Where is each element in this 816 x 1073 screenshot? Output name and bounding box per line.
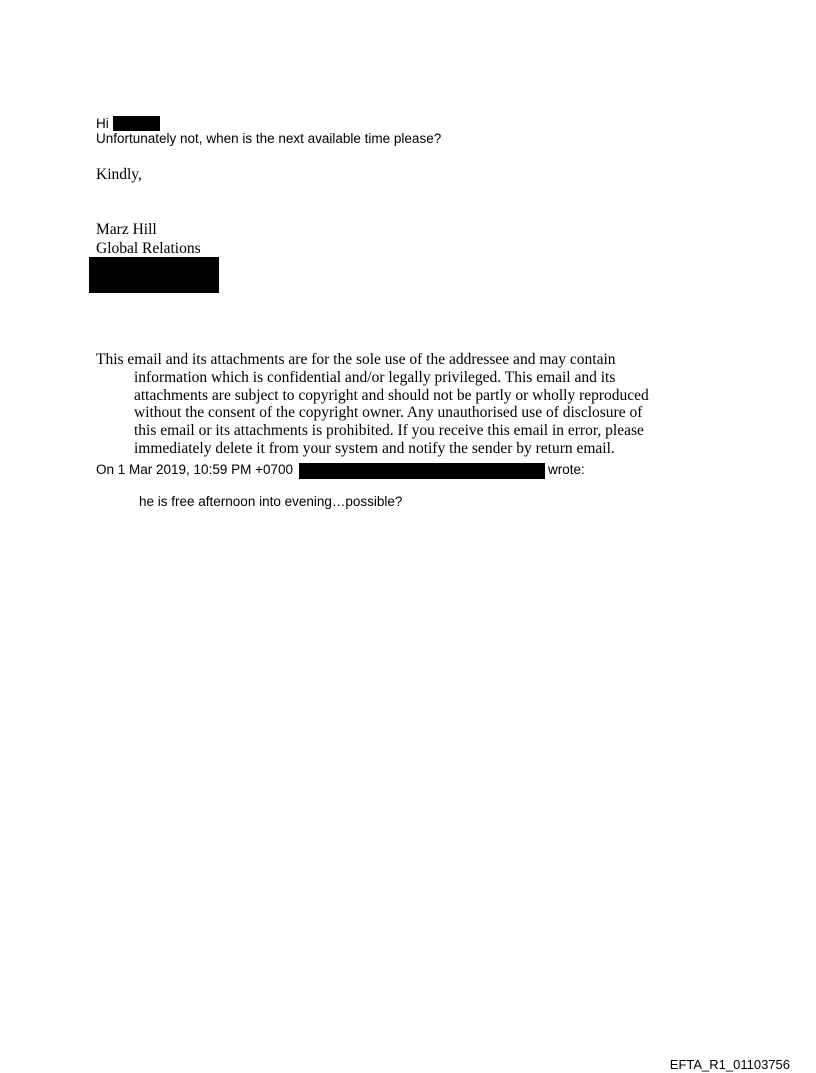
redaction-sender-email bbox=[299, 463, 545, 479]
redaction-signature-contact bbox=[89, 257, 219, 293]
document-id: EFTA_R1_01103756 bbox=[669, 1057, 790, 1072]
disclaimer-line: without the consent of the copyright owner. Any unauthorised use of disclosure of bbox=[134, 404, 643, 422]
quote-header-suffix: wrote: bbox=[548, 462, 585, 477]
redaction-recipient-name bbox=[113, 116, 160, 131]
quote-header-prefix: On 1 Mar 2019, 10:59 PM +0700 bbox=[96, 462, 294, 477]
disclaimer-line: this email or its attachments is prohibited. If you receive this email in error, please bbox=[134, 422, 644, 440]
greeting-text: Hi bbox=[96, 116, 109, 131]
email-disclaimer bbox=[96, 351, 674, 458]
quoted-message: he is free afternoon into evening…possible? bbox=[139, 494, 403, 509]
disclaimer-line: information which is confidential and/or legally privileged. This email and its bbox=[134, 368, 616, 386]
greeting-line bbox=[96, 116, 109, 132]
disclaimer-line: attachments are subject to copyright and should not be partly or wholly reproduced bbox=[134, 386, 649, 404]
disclaimer-line: This email and its attachments are for the sole use of the addressee and may contain bbox=[96, 351, 616, 368]
body-line: Unfortunately not, when is the next available time please? bbox=[96, 131, 442, 146]
signoff: Kindly, bbox=[96, 166, 142, 183]
disclaimer-line: immediately delete it from your system and notify the sender by return email. bbox=[134, 439, 615, 457]
signature-name: Marz Hill bbox=[96, 221, 157, 238]
signature-department: Global Relations bbox=[96, 240, 201, 257]
